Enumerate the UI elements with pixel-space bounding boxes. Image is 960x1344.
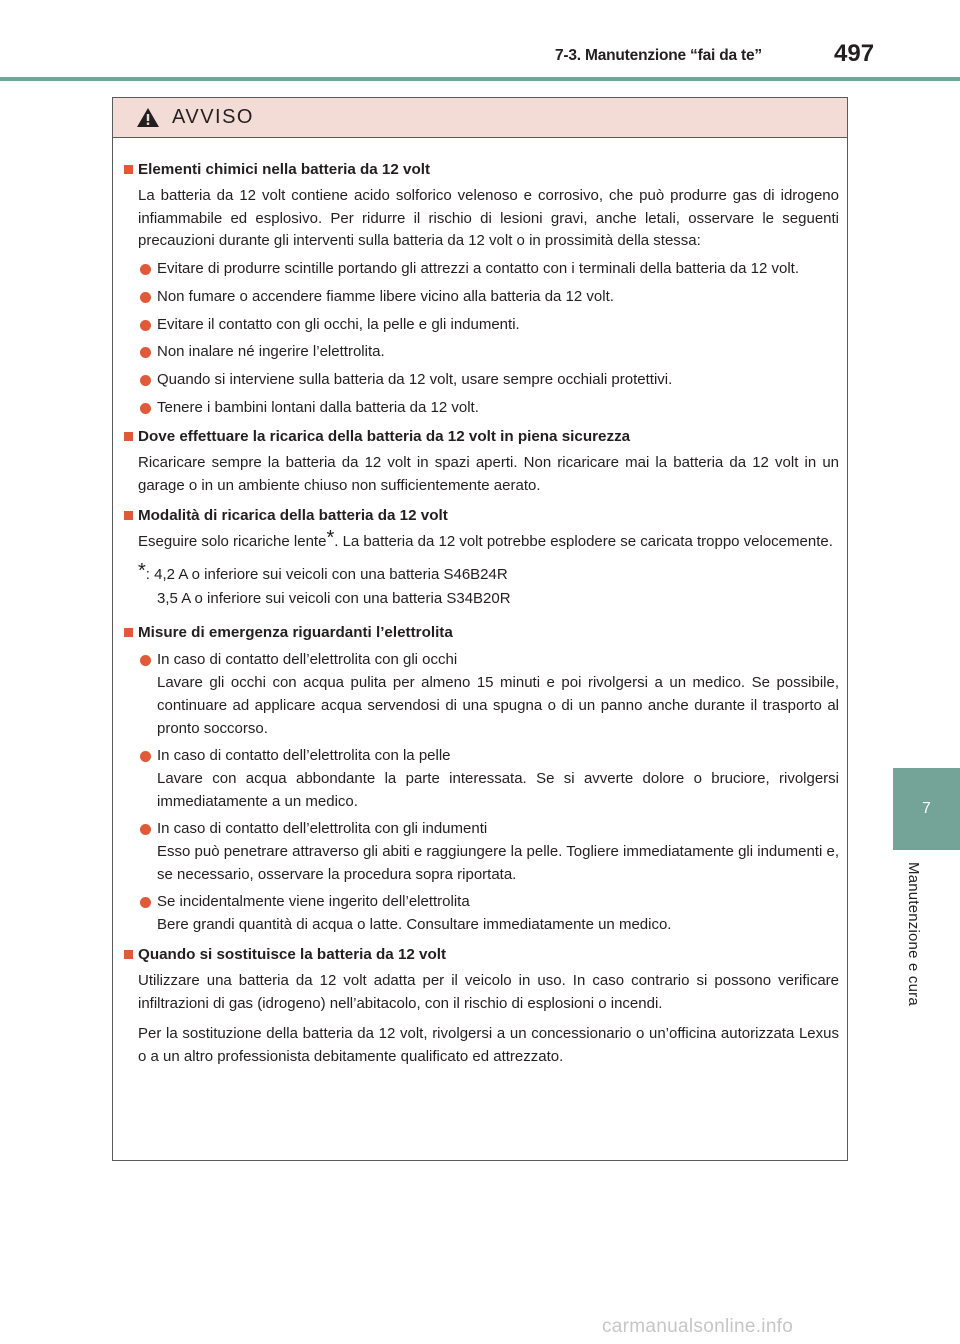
list-item: Evitare di produrre scintille portando gli attrezzi a contatto con i terminali della batteria da 12 volt. [138, 258, 839, 281]
list-item: In caso di contatto dell’elettrolita con gli indumenti Esso può penetrare attraverso gli abiti e raggiungere la pelle. Togliere immediatamente gli indumenti e, se necessario, osservare la procedura sopra riportata. [138, 818, 839, 886]
square-bullet-icon [124, 165, 133, 174]
footnote-star: * [326, 526, 335, 549]
list-item: Non fumare o accendere fiamme libere vicino alla batteria da 12 volt. [138, 286, 839, 309]
circle-bullet-icon [140, 751, 151, 762]
list-item: Quando si interviene sulla batteria da 12 volt, usare sempre occhiali protettivi. [138, 369, 839, 392]
circle-bullet-icon [140, 347, 151, 358]
chapter-tab: 7 [893, 768, 960, 850]
warning-title: AVVISO [172, 106, 254, 128]
section-text: La batteria da 12 volt contiene acido solforico velenoso e corrosivo, che può produrre gas di idrogeno infiammabile ed esplosivo. Per ridurre il rischio di lesioni gravi, anche letali, osservare le seguenti precauzioni durante gli interventi sulla batteria da 12 volt o in prossimità della stessa: [138, 187, 839, 250]
list-item: Tenere i bambini lontani dalla batteria da 12 volt. [138, 397, 839, 420]
warning-header [113, 98, 847, 138]
section-text: Ricaricare sempre la batteria da 12 volt in spazi aperti. Non ricaricare mai la batteria da 12 volt in un garage o in un ambiente chiuso non sufficientemente aerato. [138, 454, 839, 495]
circle-bullet-icon [140, 320, 151, 331]
section-text: Utilizzare una batteria da 12 volt adatta per il veicolo in uso. In caso contrario si possono verificare infiltrazioni di gas (idrogeno) nell’abitacolo, con il rischio di esplosioni o incendi. [138, 971, 839, 1012]
list-item: Evitare il contatto con gli occhi, la pelle e gli indumenti. [138, 314, 839, 337]
watermark: carmanualsonline.info [602, 1316, 794, 1337]
list-item: In caso di contatto dell’elettrolita con la pelle Lavare con acqua abbondante la parte interessata. Se si avverte dolore o bruciore, rivolgersi immediatamente a un medico. [138, 745, 839, 813]
list-item: Non inalare né ingerire l’elettrolita. [138, 341, 839, 364]
page-number: 497 [834, 40, 875, 67]
section-text: Eseguire solo ricariche lente*. La batteria da 12 volt potrebbe esplodere se caricata troppo velocemente. [138, 526, 833, 550]
section-heading: Dove effettuare la ricarica della batteria da 12 volt in piena sicurezza [123, 425, 839, 448]
circle-bullet-icon [140, 403, 151, 414]
section-heading: Modalità di ricarica della batteria da 12 volt [123, 504, 839, 527]
warning-content [113, 138, 847, 1069]
square-bullet-icon [124, 511, 133, 520]
square-bullet-icon [124, 628, 133, 637]
circle-bullet-icon [140, 292, 151, 303]
warning-triangle-icon [136, 107, 160, 133]
circle-bullet-icon [140, 264, 151, 275]
section-heading: Quando si sostituisce la batteria da 12 volt [123, 943, 839, 966]
list-item: In caso di contatto dell’elettrolita con gli occhi Lavare gli occhi con acqua pulita per almeno 15 minuti e poi rivolgersi a un medico. Se possibile, continuare ad applicare acqua servendosi di una spugna o di un panno anche durante il trasporto al pronto soccorso. [138, 649, 839, 740]
running-header-section: 7-3. Manutenzione “fai da te” [555, 47, 762, 64]
circle-bullet-icon [140, 824, 151, 835]
section-heading: Misure di emergenza riguardanti l’elettrolita [123, 621, 839, 644]
warning-box [112, 97, 848, 1161]
square-bullet-icon [124, 950, 133, 959]
header-divider [0, 77, 960, 81]
list-item: Se incidentalmente viene ingerito dell’elettrolita Bere grandi quantità di acqua o latte. Consultare immediatamente un medico. [138, 891, 839, 936]
section-heading: Elementi chimici nella batteria da 12 volt [123, 158, 839, 181]
square-bullet-icon [124, 432, 133, 441]
circle-bullet-icon [140, 375, 151, 386]
footnote: *: 4,2 A o inferiore sui veicoli con una batteria S46B24R 3,5 A o inferiore sui veicoli con una batteria S34B20R [138, 560, 511, 608]
section-text: Per la sostituzione della batteria da 12 volt, rivolgersi a un concessionario o un’officina autorizzata Lexus o a un altro professionista debitamente qualificato ed attrezzato. [138, 1025, 839, 1065]
circle-bullet-icon [140, 897, 151, 908]
circle-bullet-icon [140, 655, 151, 666]
chapter-title: Manutenzione e cura [905, 862, 922, 1006]
